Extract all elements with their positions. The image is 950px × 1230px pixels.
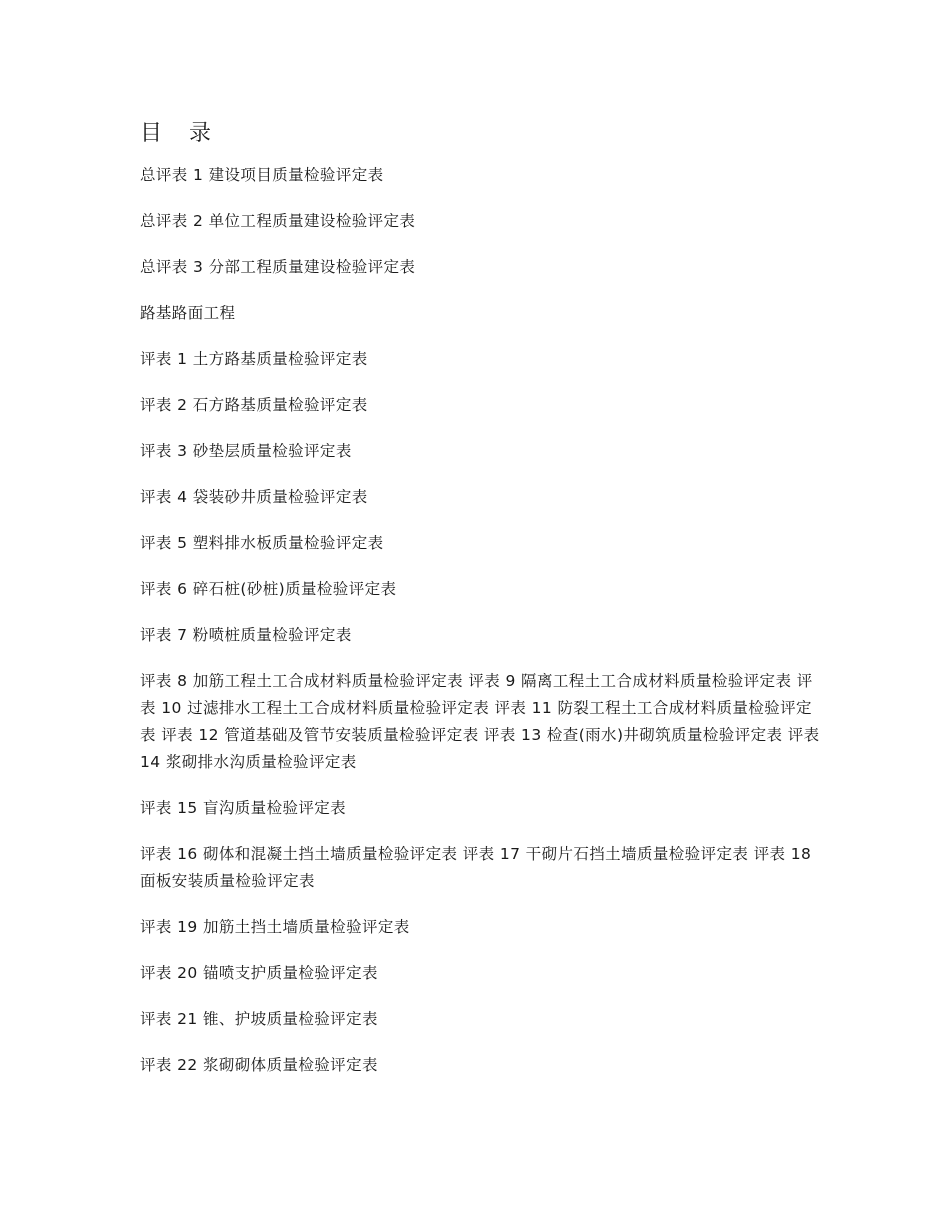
toc-entry: 评表 7 粉喷桩质量检验评定表 — [140, 626, 352, 644]
toc-entry: 评表 20 锚喷支护质量检验评定表 — [140, 964, 378, 982]
toc-entry: 总评表 2 单位工程质量建设检验评定表 — [140, 212, 416, 230]
toc-entry: 评表 22 浆砌砌体质量检验评定表 — [140, 1056, 378, 1074]
toc-entry: 评表 19 加筋土挡土墙质量检验评定表 — [140, 918, 410, 936]
toc-entry: 评表 5 塑料排水板质量检验评定表 — [140, 534, 384, 552]
toc-entry: 评表 15 盲沟质量检验评定表 — [140, 799, 347, 817]
toc-entry: 总评表 1 建设项目质量检验评定表 — [140, 166, 384, 184]
toc-entry: 评表 2 石方路基质量检验评定表 — [140, 396, 368, 414]
toc-entry: 评表 4 袋装砂井质量检验评定表 — [140, 488, 368, 506]
document-page — [140, 118, 820, 1098]
toc-entry: 评表 21 锥、护坡质量检验评定表 — [140, 1010, 378, 1028]
toc-list — [140, 162, 820, 1079]
toc-entry: 总评表 3 分部工程质量建设检验评定表 — [140, 258, 416, 276]
toc-entry: 评表 6 碎石桩(砂桩)质量检验评定表 — [140, 580, 397, 598]
toc-title: 目 录 — [140, 121, 221, 146]
toc-entry: 评表 3 砂垫层质量检验评定表 — [140, 442, 352, 460]
toc-entry-paragraph: 评表 8 加筋工程土工合成材料质量检验评定表 评表 9 隔离工程土工合成材料质量检验评定表 评表 10 过滤排水工程土工合成材料质量检验评定表 评表 11 防裂工程土工合成材料质量检验评定表 评表 12 管道基础及管节安装质量检验评定表 评表 13 检查(雨水)井砌筑质量检验评定表 评表 14 浆砌排水沟质量检验评定表 — [140, 672, 820, 771]
toc-section-heading: 路基路面工程 — [140, 304, 236, 322]
toc-entry-paragraph: 评表 16 砌体和混凝土挡土墙质量检验评定表 评表 17 干砌片石挡土墙质量检验评定表 评表 18 面板安装质量检验评定表 — [140, 845, 812, 890]
toc-entry: 评表 1 土方路基质量检验评定表 — [140, 350, 368, 368]
